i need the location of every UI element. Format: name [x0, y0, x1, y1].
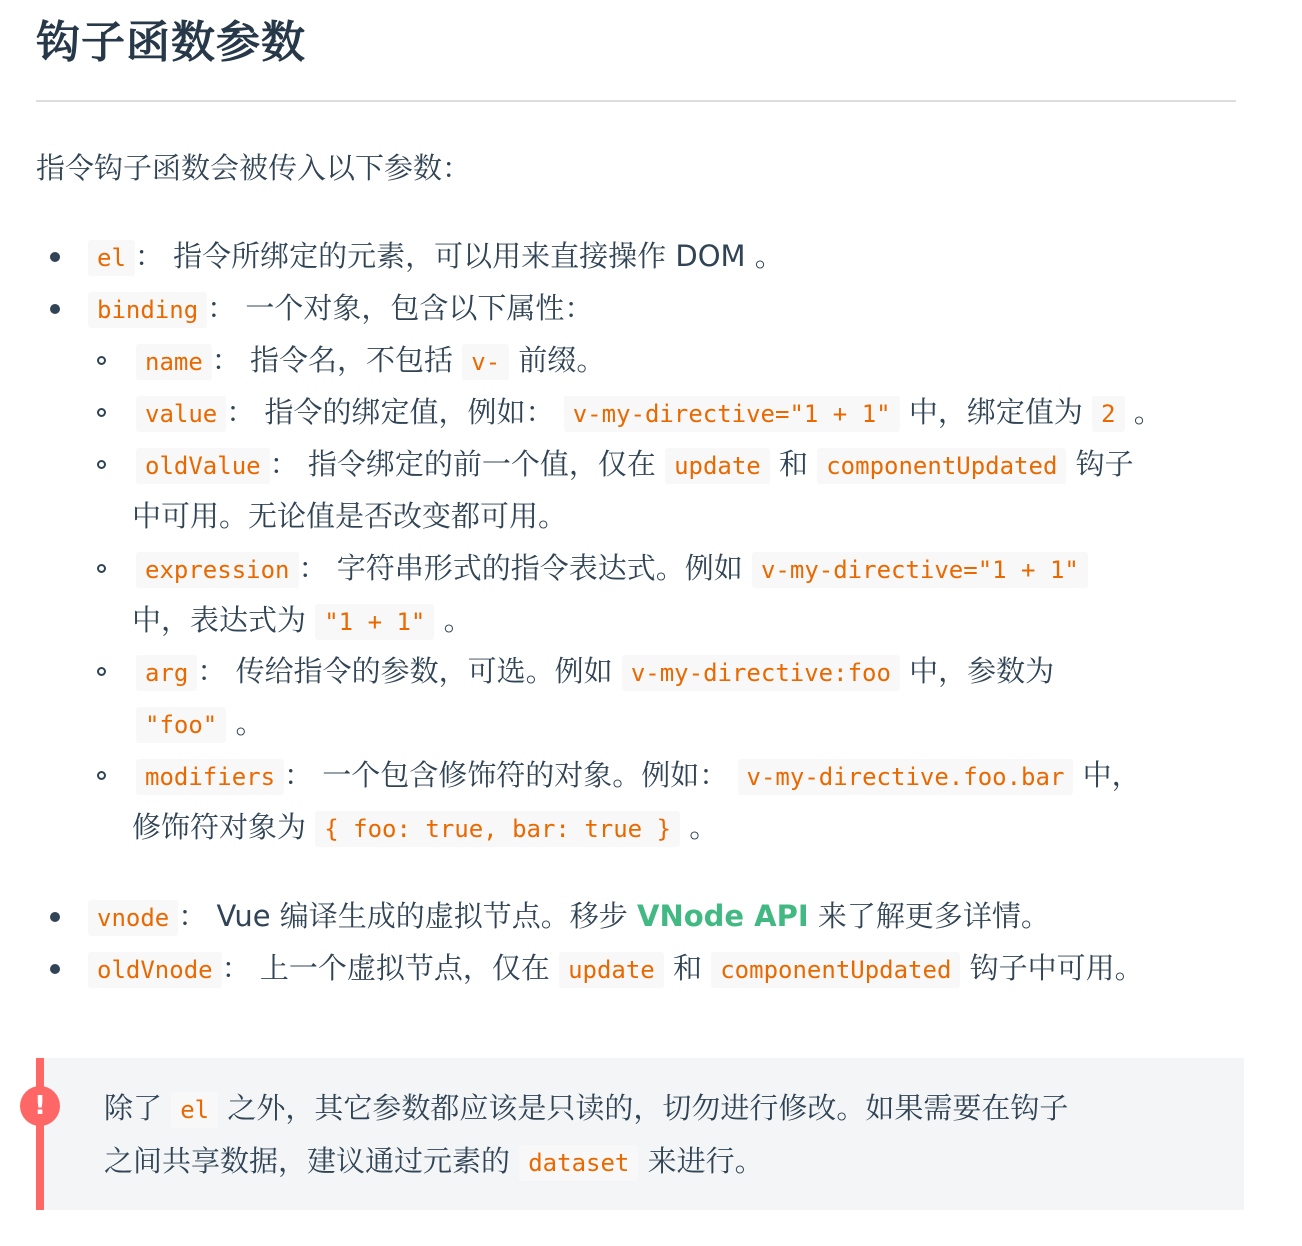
- item-expression: expression ： 字符串形式的指令表达式。例如 v-my-directive="1 + 1": [136, 549, 1088, 589]
- item-oldvalue-cont: 中可用。无论值是否改变都可用。: [132, 499, 568, 533]
- item-arg-cont: "foo" 。: [136, 704, 264, 744]
- divider: [36, 100, 1236, 102]
- bullet-oldvnode: [50, 964, 60, 974]
- bullet-modifiers: [97, 771, 106, 780]
- exclamation-icon: !: [20, 1086, 60, 1126]
- bullet-arg: [97, 667, 106, 676]
- bullet-oldvalue: [97, 460, 106, 469]
- bullet-name: [97, 356, 106, 365]
- item-oldvnode: oldVnode ： 上一个虚拟节点，仅在 update 和 componentUpdated 钩子中可用。: [88, 949, 1144, 989]
- tip-line-2: 之间共享数据，建议通过元素的 dataset 来进行。: [104, 1142, 764, 1182]
- item-binding: binding ： 一个对象，包含以下属性：: [88, 289, 593, 329]
- intro-text: 指令钩子函数会被传入以下参数：: [36, 151, 472, 185]
- bullet-binding: [50, 304, 60, 314]
- item-oldvalue: oldValue ： 指令绑定的前一个值，仅在 update 和 componentUpdated 钩子: [136, 445, 1134, 485]
- bullet-expression: [97, 564, 106, 573]
- item-vnode: vnode ： Vue 编译生成的虚拟节点。移步 VNode API 来了解更多详情。: [88, 897, 1050, 937]
- bullet-vnode: [50, 912, 60, 922]
- tip-line-1: 除了 el 之外，其它参数都应该是只读的，切勿进行修改。如果需要在钩子: [104, 1089, 1068, 1129]
- code-vnode: vnode: [88, 900, 178, 936]
- warning-tip: [36, 1058, 1244, 1210]
- code-expression: expression: [136, 552, 299, 588]
- code-binding: binding: [88, 292, 207, 328]
- bullet-value: [97, 408, 106, 417]
- item-modifiers: modifiers ： 一个包含修饰符的对象。例如： v-my-directive.foo.bar 中，: [136, 756, 1141, 796]
- item-el-text: 指令所绑定的元素，可以用来直接操作 DOM 。: [173, 239, 784, 273]
- code-arg: arg: [136, 655, 197, 691]
- page-title: 钩子函数参数: [36, 17, 306, 68]
- item-modifiers-cont: 修饰符对象为 { foo: true, bar: true } 。: [132, 808, 718, 848]
- code-modifiers: modifiers: [136, 759, 284, 795]
- item-name: name ： 指令名，不包括 v- 前缀。: [136, 341, 605, 381]
- bullet-el: [50, 252, 60, 262]
- item-value: value ： 指令的绑定值，例如： v-my-directive="1 + 1" 中，绑定值为 2 。: [136, 393, 1163, 433]
- code-el: el: [88, 240, 135, 276]
- code-value: value: [136, 396, 226, 432]
- item-arg: arg ： 传给指令的参数，可选。例如 v-my-directive:foo 中，参数为: [136, 652, 1054, 692]
- item-expression-cont: 中，表达式为 "1 + 1" 。: [132, 601, 473, 641]
- code-name: name: [136, 344, 212, 380]
- item-el: el ： 指令所绑定的元素，可以用来直接操作 DOM 。: [88, 237, 784, 277]
- vnode-api-link[interactable]: VNode API: [637, 899, 809, 933]
- code-oldvalue: oldValue: [136, 448, 270, 484]
- code-oldvnode: oldVnode: [88, 952, 222, 988]
